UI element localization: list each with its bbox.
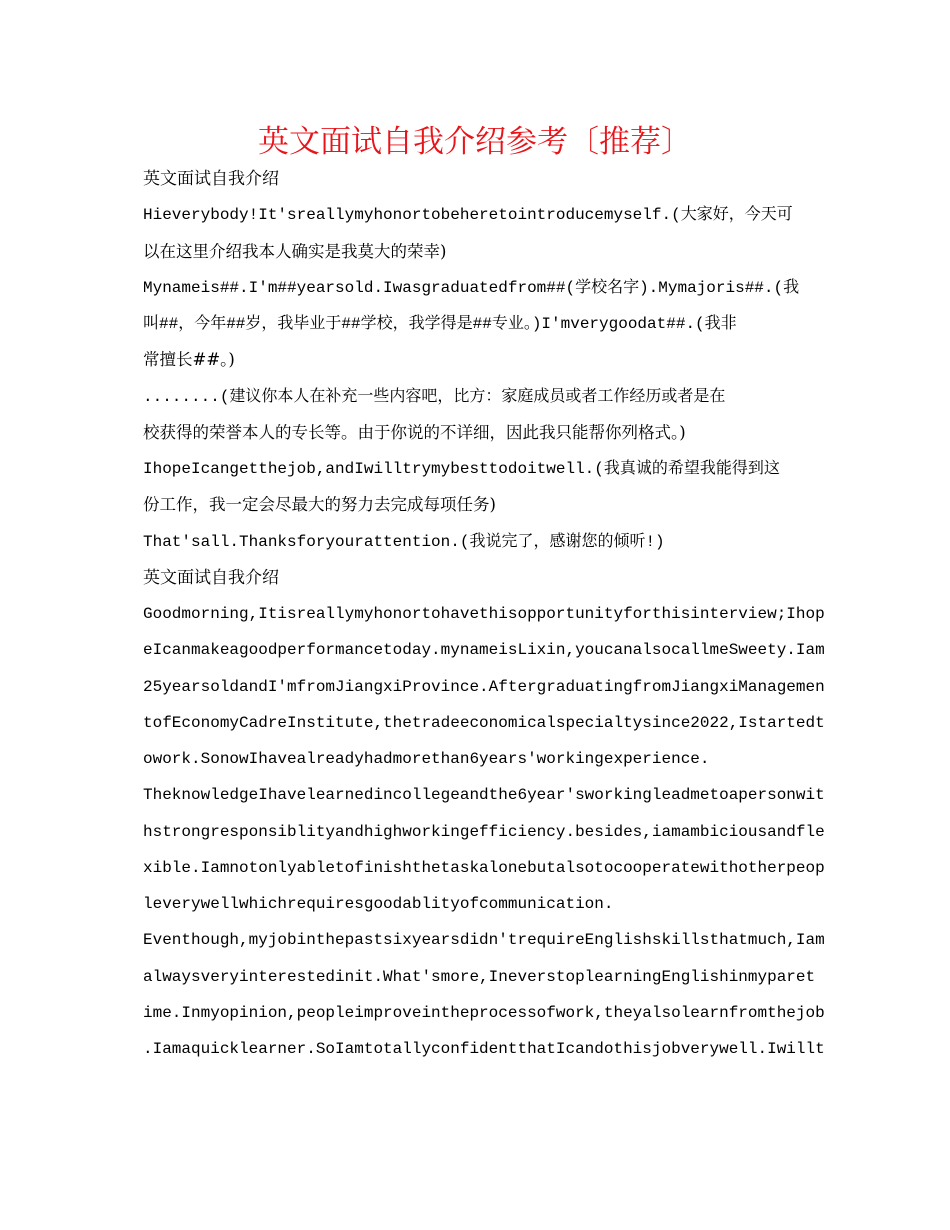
text-line: 校获得的荣誉本人的专长等。由于你说的不详细，因此我只能帮你列格式。) (143, 422, 686, 442)
text-line: ime.Inmyopinion,peopleimproveintheprocessofwork,theyalsolearnfromthejob (143, 1003, 825, 1022)
text-line: That'sall.Thanksforyourattention.(我说完了，感谢您的倾听!) (143, 532, 665, 551)
text-line: IhopeIcangetthejob,andIwilltrymybesttodoitwell.(我真诚的希望我能得到这 (143, 460, 780, 478)
text-line: Hieverybody!It'sreallymyhonortobeheretointroducemyself.(大家好，今天可 (143, 206, 793, 225)
text-line: Mynameis##.I'm##yearsold.Iwasgraduatedfrom##(学校名字).Mymajoris##.(我 (143, 278, 800, 297)
text-line: TheknowledgeIhavelearnedincollegeandthe6year'sworkingleadmetoapersonwit (143, 786, 825, 805)
text-line: Goodmorning,Itisreallymyhonortohavethisopportunityforthisinterview;Ihop (143, 605, 825, 623)
text-line: 以在这里介绍我本人确实是我莫大的荣幸) (143, 241, 447, 261)
text-line: owork.SonowIhavealreadyhadmorethan6years'workingexperience. (143, 750, 710, 768)
text-line: 25yearsoldandI'mfromJiangxiProvince.AftergraduatingfromJiangxiManagemen (143, 677, 825, 696)
text-line: alwaysveryinterestedinit.What'smore,IneverstoplearningEnglishinmyparet (143, 967, 816, 986)
text-line: 常擅长##。) (143, 350, 235, 370)
document-body (143, 161, 825, 1067)
text-line: xible.Iamnotonlyabletofinishthetaskalonebutalsotocooperatewithotherpeop (143, 858, 825, 877)
text-line: 叫##，今年##岁，我毕业于##学校，我学得是##专业。)I'mverygoodat##.(我非 (143, 315, 737, 333)
text-line: eIcanmakeagoodperformancetoday.mynameisLixin,youcanalsocallmeSweety.Iam (143, 641, 825, 660)
text-line: hstrongresponsiblityandhighworkingefficiency.besides,iamambiciousandfle (143, 822, 825, 841)
text-line: leverywellwhichrequiresgoodablityofcommunication. (143, 895, 614, 913)
section-heading: 英文面试自我介绍 (143, 567, 279, 588)
text-line: .Iamaquicklearner.SoIamtotallyconfidentthatIcandothisjobverywell.Iwillt (143, 1040, 825, 1058)
section-heading: 英文面试自我介绍 (143, 169, 279, 189)
text-line: ........(建议你本人在补充一些内容吧，比方：家庭成员或者工作经历或者是在 (143, 387, 726, 406)
text-line: Eventhough,myjobinthepastsixyearsdidn'trequireEnglishskillsthatmuch,Iam (143, 931, 825, 950)
text-line: 份工作，我一定会尽最大的努力去完成每项任务) (143, 495, 496, 515)
text-line: tofEconomyCadreInstitute,thetradeeconomicalspecialtysince2022,Istartedt (143, 713, 825, 732)
document-title: 英文面试自我介绍参考〔推荐〕 (258, 124, 692, 160)
